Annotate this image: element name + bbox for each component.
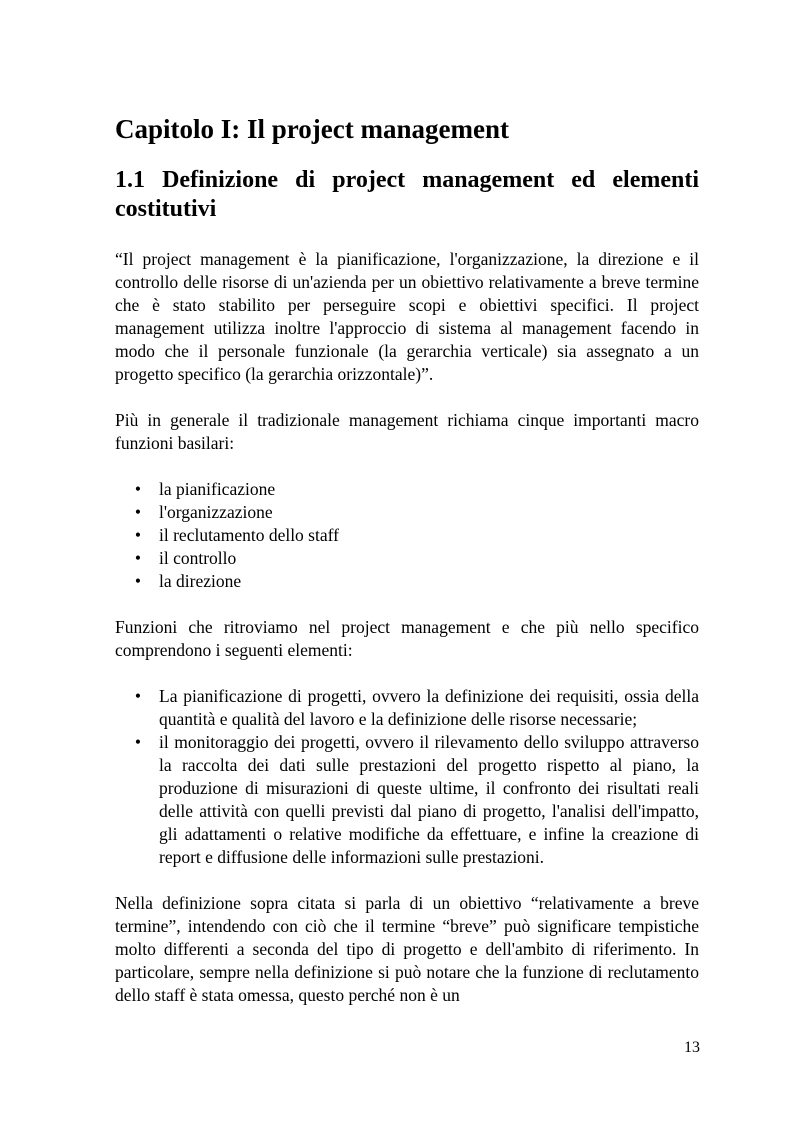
page-number: 13: [684, 1039, 700, 1056]
section-title: 1.1 Definizione di project management ed elementi costitutivi: [115, 167, 699, 222]
list-item-text: La pianificazione di progetti, ovvero la definizione dei requisiti, ossia della quantità e qualità del lavoro e la definizione delle risorse necessarie;: [159, 686, 699, 729]
list-item-text: la pianificazione: [159, 479, 276, 499]
list-item-text: la direzione: [159, 571, 242, 591]
list-item: [115, 524, 699, 547]
list-item: [115, 501, 699, 524]
list-item: [115, 731, 699, 869]
intro-elements-paragraph: Funzioni che ritroviamo nel project management e che più nello specifico comprendono i seguenti elementi:: [115, 617, 699, 660]
bullet-icon: •: [134, 502, 142, 522]
bullet-icon: •: [134, 479, 142, 499]
bullet-icon: •: [134, 548, 142, 568]
list-item: [115, 547, 699, 570]
closing-paragraph: Nella definizione sopra citata si parla di un obiettivo “relativamente a breve termine”, intendendo con ciò che il termine “breve” può significare tempistiche molto differenti a seconda del tipo di progetto e dell'ambito di riferimento. In particolare, sempre nella definizione si può notare che la funzione di reclutamento dello staff è stata omessa, questo perché non è un: [115, 893, 699, 1005]
bullet-icon: •: [134, 732, 142, 752]
list-item-text: il monitoraggio dei progetti, ovvero il rilevamento dello sviluppo attraverso la raccolta dei dati sulle prestazioni del progetto rispetto al piano, la produzione di misurazioni di queste ultime, il confronto dei risultati reali delle attività con quelli previsti dal piano di progetto, l'analisi dell'impatto, gli adattamenti o relative modifiche da effettuare, e infine la creazione di report e diffusione delle informazioni sulle prestazioni.: [159, 732, 699, 867]
chapter-title: Capitolo I: Il project management: [115, 114, 509, 144]
list-item-text: l'organizzazione: [159, 502, 273, 522]
functions-list: [115, 478, 699, 593]
elements-list: [115, 685, 699, 869]
list-item-text: il reclutamento dello staff: [159, 525, 339, 545]
bullet-icon: •: [134, 686, 142, 706]
page-content: [115, 110, 699, 1030]
list-item: [115, 570, 699, 593]
list-item: [115, 478, 699, 501]
list-item: [115, 685, 699, 731]
intro-functions-paragraph: Più in generale il tradizionale management richiama cinque importanti macro funzioni basilari:: [115, 410, 699, 453]
bullet-icon: •: [134, 571, 142, 591]
list-item-text: il controllo: [159, 548, 237, 568]
bullet-icon: •: [134, 525, 142, 545]
quote-paragraph: “Il project management è la pianificazione, l'organizzazione, la direzione e il controllo delle risorse di un'azienda per un obiettivo relativamente a breve termine che è stato stabilito per perseguire scopi e obiettivi specifici. Il project management utilizza inoltre l'approccio di sistema al management facendo in modo che il personale funzionale (la gerarchia verticale) sia assegnato a un progetto specifico (la gerarchia orizzontale)”.: [115, 249, 699, 384]
